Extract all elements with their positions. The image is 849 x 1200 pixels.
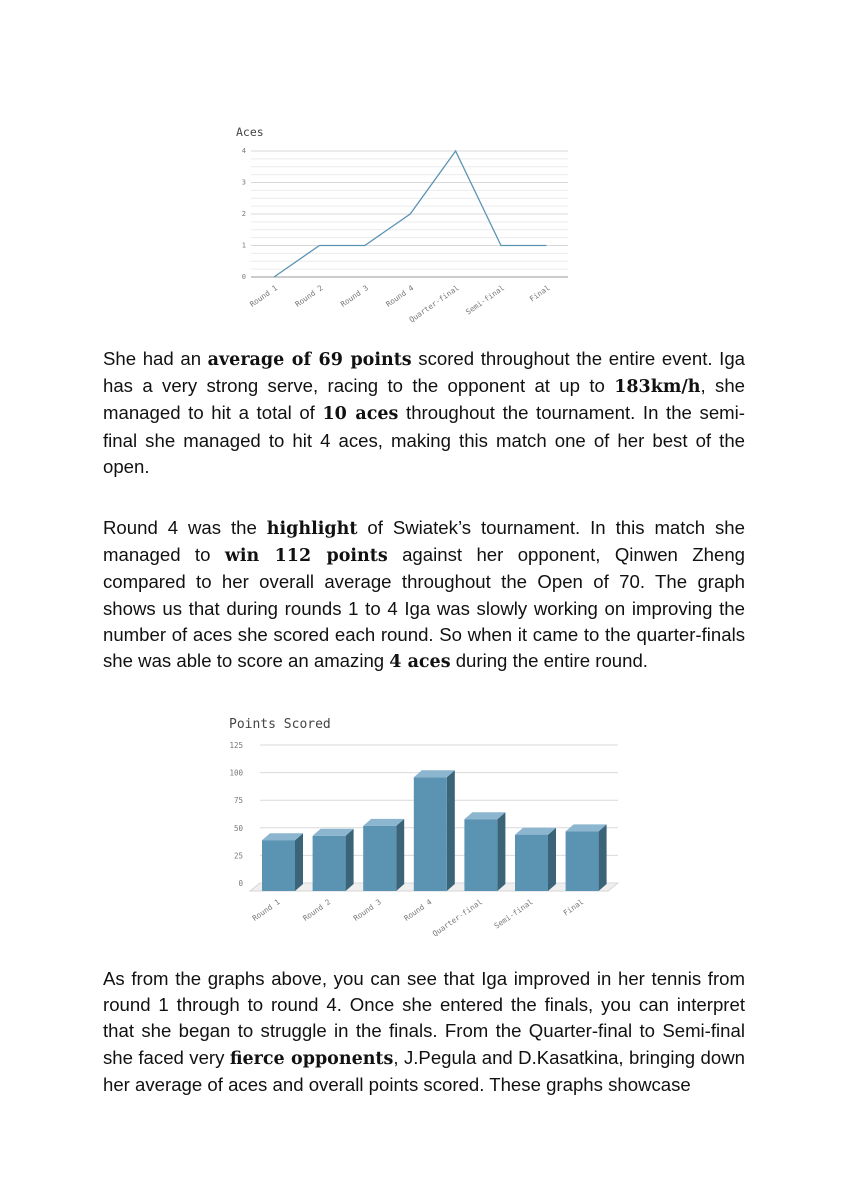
points-x-tick-labels	[251, 897, 586, 938]
p2-bold-highlight: highlight	[266, 519, 358, 539]
points-bar-front	[414, 777, 447, 891]
points-bar	[363, 819, 404, 891]
aces-x-tick-labels	[248, 283, 551, 324]
aces-y-tick-label: 1	[241, 241, 246, 250]
p2-text-3: against her opponent, Qinwen Zheng compared to her overall average throughout the Open of 70. The graph shows us that during rounds 1 to 4 Iga was slowly working on improving the number of aces she scored each round. So when it came to the quarter-finals she was able to score an amazing	[103, 544, 745, 672]
aces-y-tick-label: 4	[241, 147, 246, 155]
p2-bold-win-points: win 112 points	[224, 546, 388, 567]
p1-bold-speed: 183km/h	[614, 377, 701, 398]
points-bar-side	[497, 812, 505, 891]
p1-text-2: scored throughout the entire event. Iga has a very strong serve, racing to the opponent at up to	[103, 348, 745, 397]
p2-bold-4-aces: 4 aces	[389, 652, 451, 673]
p1-text-3: , she managed to hit a total of	[103, 375, 745, 424]
aces-x-tick-label: Quarter-final	[407, 283, 461, 325]
points-bar-front	[313, 836, 346, 891]
points-bar	[262, 833, 303, 891]
p1-text-1: She had an	[103, 348, 208, 369]
points-x-tick-label: Round 3	[351, 897, 383, 923]
aces-x-tick-label: Round 3	[338, 283, 370, 309]
points-bar-front	[262, 840, 295, 891]
p2-text-4: during the entire round.	[450, 650, 648, 672]
aces-y-tick-label: 0	[241, 273, 246, 281]
aces-x-tick-label: Final	[527, 283, 552, 304]
points-y-tick-label: 50	[233, 823, 243, 833]
aces-y-tick-label: 2	[241, 210, 246, 218]
points-x-tick-label: Round 2	[301, 897, 333, 923]
points-bar-front	[464, 819, 497, 891]
points-y-tick-label: 75	[233, 796, 243, 806]
points-y-tick-label: 125	[229, 741, 243, 750]
points-bar	[515, 828, 556, 891]
p1-bold-average: average of 69 points	[207, 350, 412, 370]
points-bar	[566, 824, 607, 891]
p2-text-2: of Swiatek’s tournament. In this match she managed to	[103, 517, 745, 566]
points-bar	[313, 829, 354, 891]
paragraph-round-4-highlight	[103, 515, 745, 675]
points-bar-side	[295, 833, 303, 891]
points-bar-side	[346, 829, 354, 891]
aces-y-tick-labels	[242, 147, 246, 281]
aces-x-tick-label: Round 2	[293, 283, 325, 309]
points-scored-bar-chart	[0, 700, 849, 960]
points-bar-front	[363, 826, 396, 891]
points-bar	[464, 812, 505, 891]
p2-text-1: Round 4 was the	[103, 517, 267, 538]
points-bar-side	[396, 819, 404, 891]
p1-bold-aces: 10 aces	[322, 404, 399, 425]
paragraph-conclusion	[103, 966, 745, 1098]
points-x-tick-label: Round 1	[250, 897, 282, 923]
points-bars	[262, 770, 607, 891]
points-bar-side	[548, 828, 556, 891]
aces-y-tick-label: 3	[241, 178, 246, 187]
points-bar	[414, 770, 455, 891]
p1-text-4: throughout the tournament. In the semi-final she managed to hit 4 aces, making this match one of her best of the open.	[103, 402, 745, 477]
p3-bold-fierce: fierce opponents	[229, 1048, 394, 1069]
aces-line-chart	[0, 0, 849, 340]
aces-x-tick-label: Semi-final	[463, 283, 507, 317]
aces-x-tick-label: Round 1	[248, 283, 280, 309]
points-x-tick-label: Quarter-final	[430, 897, 485, 939]
points-bar-front	[566, 831, 599, 891]
p3-text-2: , J.Pegula and D.Kasatkina, bringing down her average of aces and overall points scored. These graphs showcase	[103, 1046, 746, 1095]
points-bar-side	[599, 824, 607, 891]
points-x-tick-label: Semi-final	[492, 897, 535, 931]
points-y-tick-label: 25	[233, 851, 243, 861]
points-y-tick-label: 0	[238, 879, 243, 888]
points-y-tick-label: 100	[229, 768, 243, 778]
p3-text-1: As from the graphs above, you can see that Iga improved in her tennis from round 1 through to round 4. Once she entered the finals, you can interpret that she began to struggle in the finals. From the Quarter-final to Semi-final she faced very	[103, 968, 745, 1068]
points-y-tick-labels	[229, 741, 243, 888]
paragraph-average-points	[103, 346, 745, 480]
points-bar-side	[447, 770, 455, 891]
aces-chart-title: Aces	[236, 125, 264, 139]
aces-x-tick-label: Round 4	[384, 283, 416, 309]
points-x-tick-label: Round 4	[402, 897, 434, 923]
points-chart-title: Points Scored	[229, 717, 331, 732]
points-bar-front	[515, 835, 548, 891]
points-x-tick-label: Final	[561, 897, 586, 918]
